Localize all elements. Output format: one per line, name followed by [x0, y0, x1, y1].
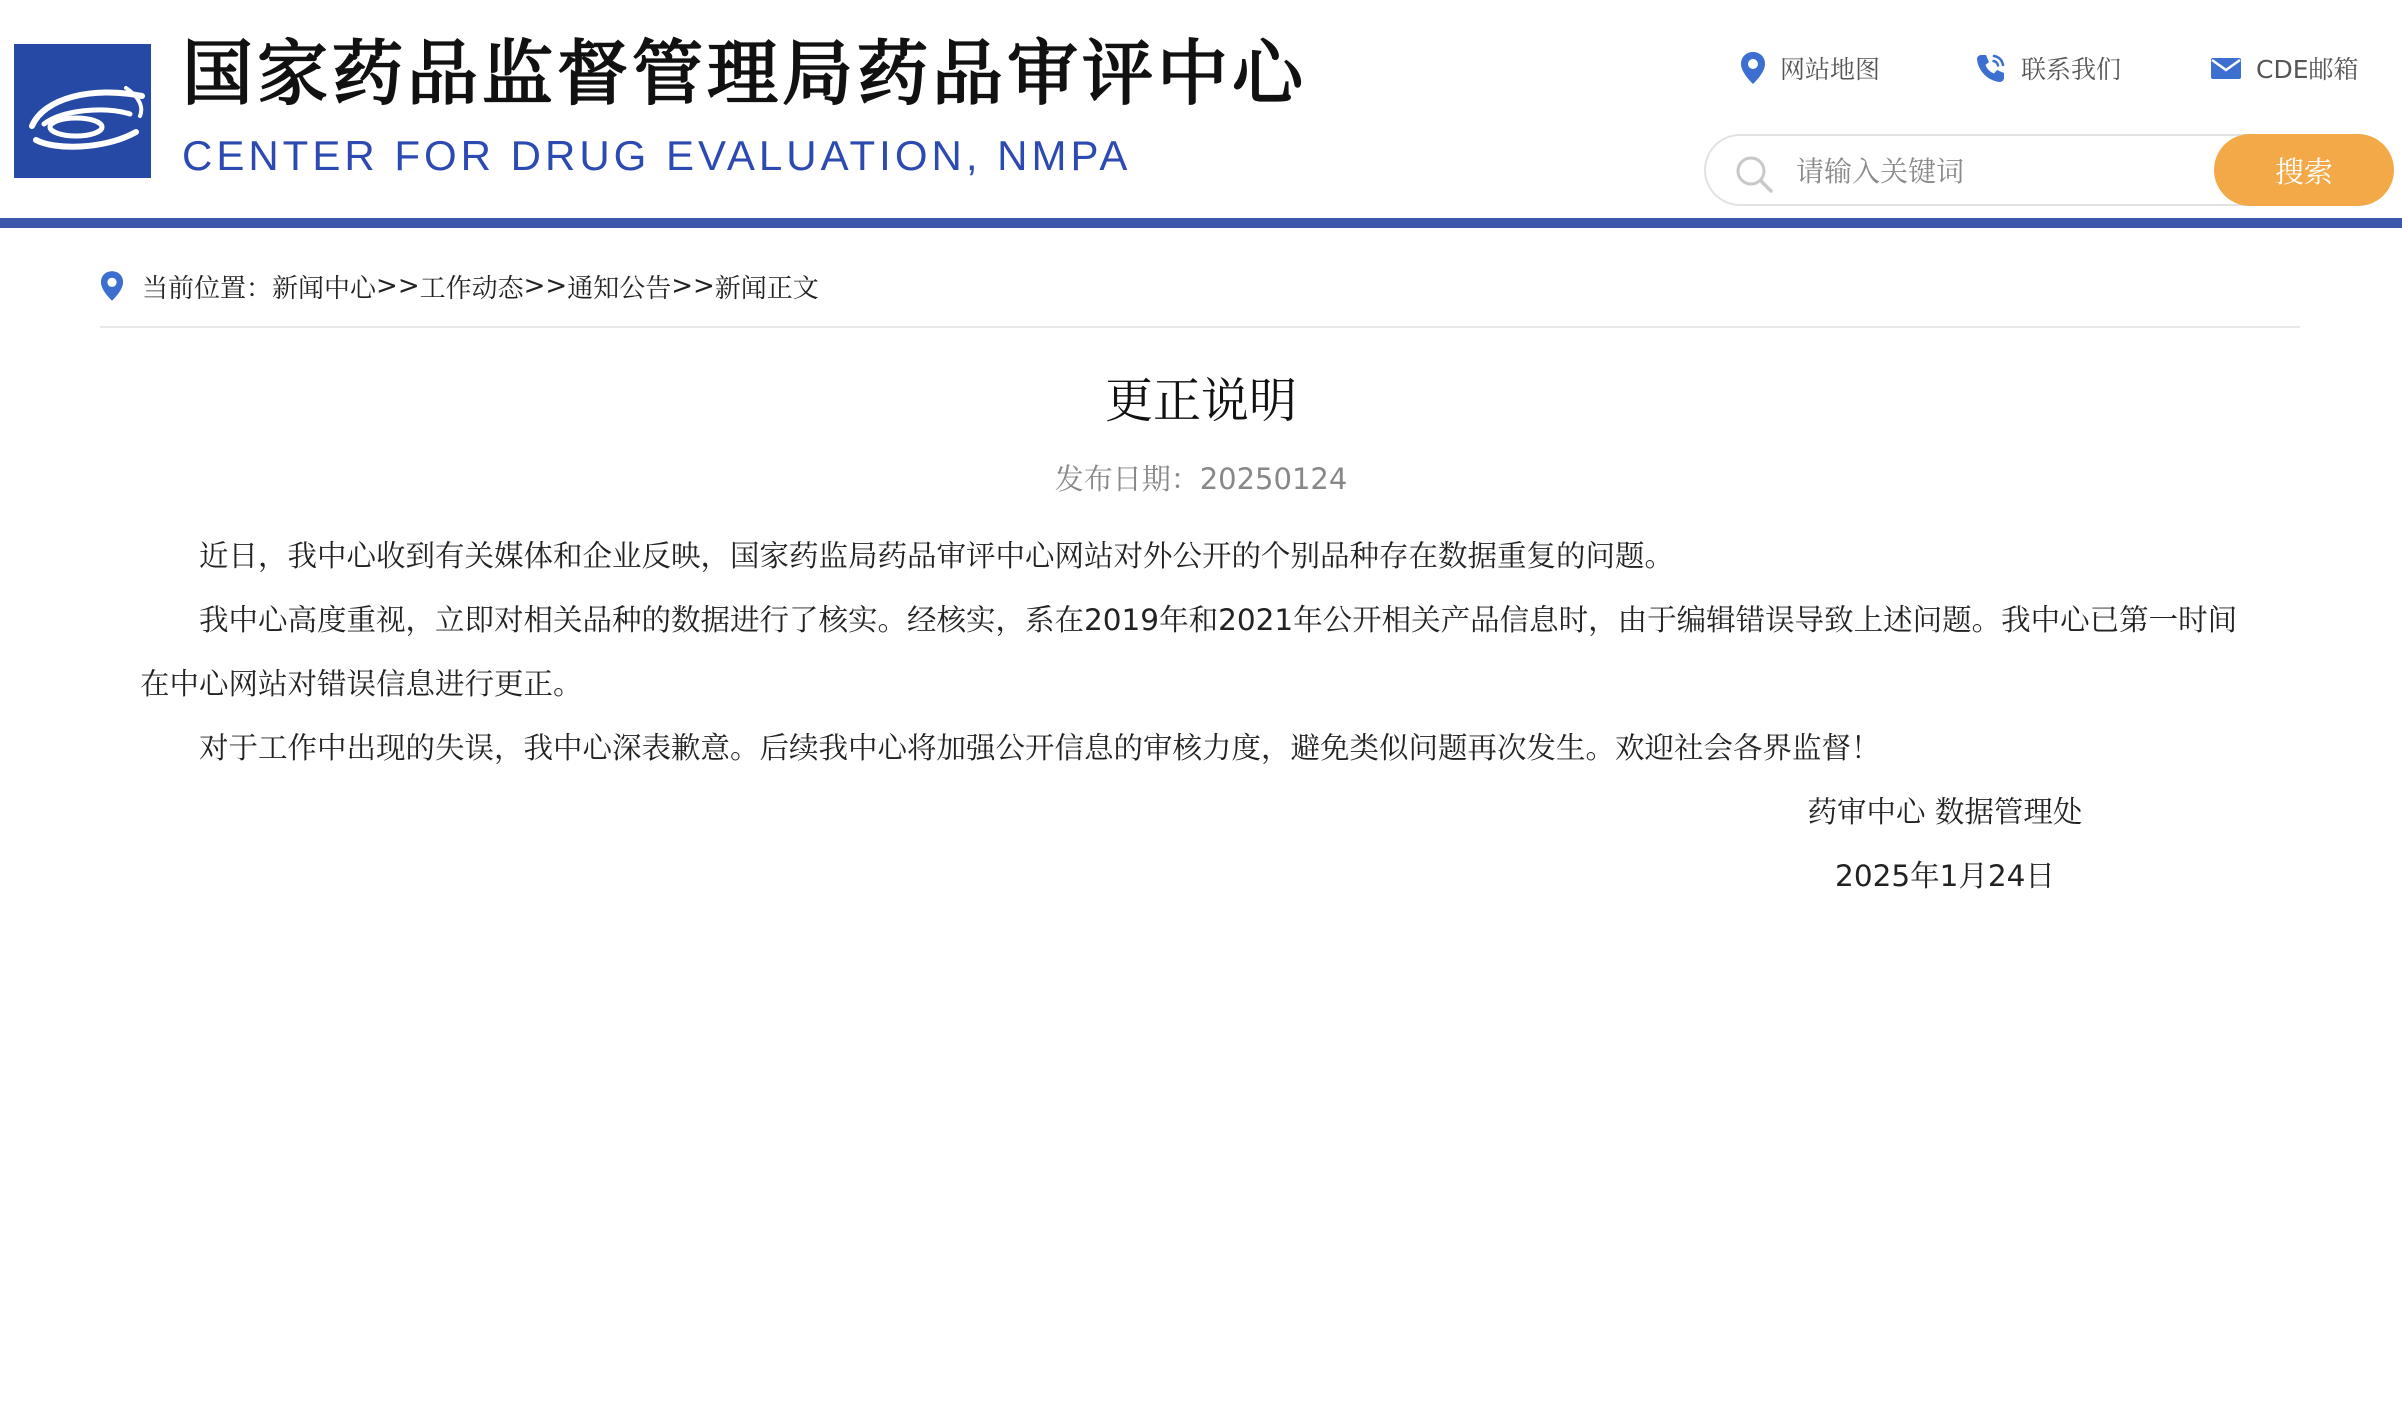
sitemap-label: 网站地图 [1780, 55, 1881, 84]
envelope-icon [2210, 56, 2242, 80]
top-links [1740, 44, 2380, 92]
breadcrumb [100, 262, 819, 310]
breadcrumb-separator: >> [671, 271, 715, 301]
magnifier-icon [1734, 154, 1774, 198]
breadcrumb-item-work-updates[interactable]: 工作动态 [419, 273, 524, 304]
signature-date: 2025年1月24日 [1835, 859, 2055, 893]
search-input[interactable] [1794, 146, 2264, 196]
header-divider [0, 218, 2402, 228]
breadcrumb-separator: >> [523, 271, 568, 301]
publish-date-label: 发布日期： [1054, 462, 1200, 496]
cde-logo-icon [14, 44, 151, 178]
publish-date [0, 456, 2402, 502]
breadcrumb-divider [100, 326, 2300, 328]
article-body [140, 524, 2250, 780]
mail-link[interactable] [2210, 44, 2359, 92]
search-box [1704, 134, 2284, 206]
phone-icon [1975, 52, 2007, 84]
site-subtitle: CENTER FOR DRUG EVALUATION, NMPA [182, 132, 1132, 179]
search-bar [1704, 134, 2394, 206]
breadcrumb-item-notices[interactable]: 通知公告 [567, 273, 672, 304]
site-title: 国家药品监督管理局药品审评中心 [182, 32, 1308, 115]
location-pin-icon [100, 270, 124, 302]
contact-link[interactable] [1975, 44, 2121, 92]
site-logo[interactable] [14, 44, 151, 178]
publish-date-value: 20250124 [1199, 462, 1348, 496]
contact-label: 联系我们 [2021, 55, 2122, 84]
breadcrumb-separator: >> [376, 271, 420, 301]
signature-department: 药审中心 数据管理处 [1807, 795, 2083, 829]
sitemap-link[interactable] [1740, 44, 1880, 92]
breadcrumb-item-current: 新闻正文 [714, 273, 819, 304]
breadcrumb-prefix: 当前位置： [142, 273, 273, 304]
article-title: 更正说明 [1104, 373, 1297, 429]
location-pin-icon [1740, 51, 1766, 85]
search-button[interactable]: 搜索 [2214, 134, 2394, 206]
article-paragraph: 近日，我中心收到有关媒体和企业反映，国家药监局药品审评中心网站对外公开的个别品种存在数据重复的问题。 [199, 539, 1675, 573]
article-paragraph: 对于工作中出现的失误，我中心深表歉意。后续我中心将加强公开信息的审核力度，避免类似问题再次发生。欢迎社会各界监督！ [199, 731, 1881, 765]
article-paragraph: 我中心高度重视，立即对相关品种的数据进行了核实。经核实，系在2019年和2021年公开相关产品信息时，由于编辑错误导致上述问题。我中心已第一时间在中心网站对错误信息进行更正。 [140, 603, 2238, 701]
mail-label: CDE邮箱 [2256, 55, 2359, 84]
breadcrumb-item-news-center[interactable]: 新闻中心 [272, 273, 377, 304]
site-header [0, 0, 2402, 218]
